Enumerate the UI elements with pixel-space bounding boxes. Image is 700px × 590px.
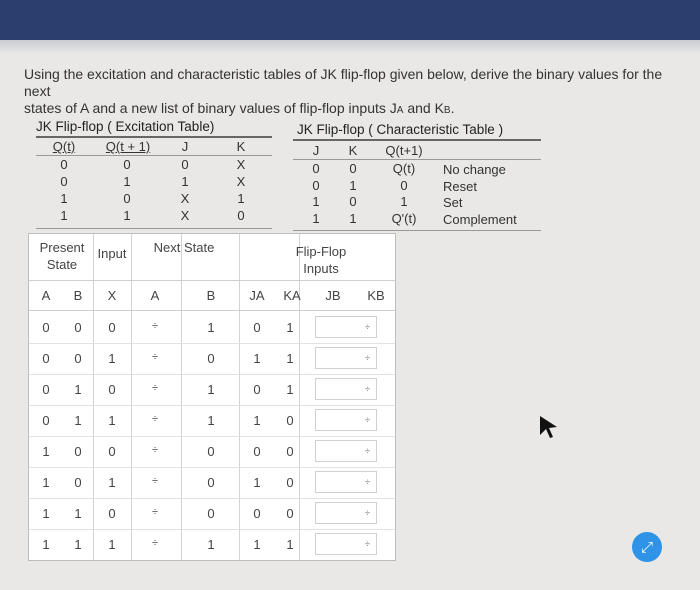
next-a-dropdown[interactable]: ÷ [151,413,159,425]
next-a-dropdown[interactable]: ÷ [151,444,159,456]
kb-dropdown[interactable]: ÷ [315,378,377,400]
cell-ka: 0 [286,475,294,490]
kb-dropdown[interactable]: ÷ [315,440,377,462]
cell-ja: 1 [253,351,261,366]
cell-input-x: 0 [108,382,116,397]
top-bar [0,0,700,40]
exc-cell: 1 [181,174,189,189]
cell-present-b: 0 [74,444,82,459]
grid-rule [29,280,395,281]
grid-row-rule [29,467,395,468]
cell-ja: 0 [253,320,261,335]
cell-present-b: 0 [74,351,82,366]
char-cell: 0 [312,161,320,176]
exc-cell: 0 [181,157,189,172]
char-cell: Q'(t) [391,210,417,226]
char-hdr-j: J [312,143,320,158]
excitation-table-title: JK Flip-flop ( Excitation Table) [36,119,215,134]
char-cell: 1 [312,210,320,226]
grid-divider [93,234,94,560]
cell-ja: 1 [253,413,261,428]
cell-input-x: 0 [108,506,116,521]
cell-input-x: 1 [108,475,116,490]
grid-row-rule [29,374,395,375]
excitation-top-rule [36,136,272,138]
cell-present-a: 1 [42,506,50,521]
char-description: Set [443,195,463,210]
grid-divider [239,234,240,560]
characteristic-header-rule [293,159,541,160]
cell-present-a: 0 [42,320,50,335]
grid-rule [29,310,395,311]
hdr-input: Input [97,246,127,261]
cell-input-x: 0 [108,444,116,459]
kb-dropdown[interactable]: ÷ [315,409,377,431]
exc-cell: 1 [237,191,245,206]
next-a-dropdown[interactable]: ÷ [151,506,159,518]
cell-next-b: 1 [207,413,215,428]
question-and: and K [403,100,444,116]
grid-row-rule [29,436,395,437]
cell-present-b: 1 [74,382,82,397]
cell-present-b: 1 [74,537,82,552]
char-cell: 0 [312,177,320,193]
cell-ka: 1 [286,320,294,335]
excitation-bottom-rule [36,228,272,229]
char-hdr-qt1: Q(t+1) [385,143,423,158]
excitation-header-rule [36,155,272,156]
char-cell: 1 [349,177,357,193]
exc-hdr-k: K [236,139,246,154]
characteristic-top-rule [293,139,541,141]
sub-b: B [443,105,451,116]
cell-input-x: 1 [108,413,116,428]
cell-present-b: 1 [74,413,82,428]
grid-col-label: X [107,288,117,303]
grid-col-label: B [206,288,216,303]
grid-col-label: A [150,288,160,303]
cell-present-a: 1 [42,444,50,459]
characteristic-table-title: JK Flip-flop ( Characteristic Table ) [297,122,504,137]
cell-next-b: 0 [207,351,215,366]
cell-input-x: 0 [108,320,116,335]
grid-row-rule [29,529,395,530]
kb-dropdown[interactable]: ÷ [315,316,377,338]
exc-hdr-qt1: Q(t + 1) [105,139,151,154]
cell-present-a: 1 [42,475,50,490]
expand-icon[interactable] [632,532,662,562]
next-a-dropdown[interactable]: ÷ [151,537,159,549]
cell-next-b: 0 [207,506,215,521]
cell-present-b: 0 [74,320,82,335]
grid-row-rule [29,405,395,406]
exc-hdr-j: J [181,139,189,154]
cell-ka: 1 [286,382,294,397]
top-bar-shadow [0,40,700,54]
cell-input-x: 1 [108,351,116,366]
exc-cell: X [180,208,190,223]
next-a-dropdown[interactable]: ÷ [151,475,159,487]
grid-col-label: KA [283,288,301,303]
char-cell: 1 [312,194,320,209]
cell-present-a: 0 [42,382,50,397]
exc-cell: 0 [60,157,68,172]
cell-next-b: 0 [207,475,215,490]
char-cell: 0 [349,194,357,209]
mouse-cursor-icon [539,415,559,444]
cell-next-b: 0 [207,444,215,459]
hdr-next-state: Next State [153,240,215,255]
grid-col-label: JA [249,288,265,303]
char-description: Complement [443,211,517,227]
exc-cell: 0 [123,191,131,206]
expand-glyph: ⤢ [640,538,653,556]
cell-input-x: 1 [108,537,116,552]
exc-cell: X [236,174,246,189]
char-cell: 0 [349,161,357,176]
next-a-dropdown[interactable]: ÷ [151,320,159,332]
exc-cell: X [236,157,246,172]
characteristic-bottom-rule [293,230,541,231]
exc-hdr-qt: Q(t) [52,139,76,154]
exc-cell: 0 [123,157,131,172]
cell-ja: 0 [253,506,261,521]
char-description: Reset [443,178,477,194]
next-a-dropdown[interactable]: ÷ [151,351,159,363]
char-cell: 1 [400,194,408,209]
cell-present-b: 0 [74,475,82,490]
exc-cell: 1 [60,191,68,206]
cell-next-b: 1 [207,382,215,397]
question-text [24,66,692,119]
kb-dropdown[interactable]: ÷ [315,347,377,369]
cell-ka: 0 [286,506,294,521]
cell-ka: 1 [286,537,294,552]
grid-col-label: KB [367,288,385,303]
cell-present-a: 0 [42,413,50,428]
cell-ka: 0 [286,444,294,459]
kb-dropdown[interactable]: ÷ [315,533,377,555]
cell-present-b: 1 [74,506,82,521]
exc-cell: 1 [123,174,131,189]
exc-cell: X [180,191,190,206]
exc-cell: 0 [237,208,245,223]
question-line-2: states of A and a new list of binary values of flip-flop inputs J [24,100,397,116]
hdr-flipflop-inputs: Flip-Flop Inputs [295,244,347,276]
cell-present-a: 0 [42,351,50,366]
cell-next-b: 1 [207,320,215,335]
grid-divider [131,234,132,560]
grid-row-rule [29,343,395,344]
sub-a: A [396,105,404,116]
grid-col-label: A [41,288,51,303]
next-a-dropdown[interactable]: ÷ [151,382,159,394]
char-cell: 0 [400,177,408,193]
cell-present-a: 1 [42,537,50,552]
char-cell: 1 [349,210,357,226]
exc-cell: 1 [123,208,131,223]
kb-dropdown[interactable]: ÷ [315,471,377,493]
cell-ka: 1 [286,351,294,366]
kb-dropdown[interactable]: ÷ [315,502,377,524]
cell-ja: 0 [253,382,261,397]
char-cell: Q(t) [392,161,416,176]
exc-cell: 0 [60,174,68,189]
grid-col-label: B [73,288,83,303]
char-hdr-k: K [348,143,358,158]
question-line-1: Using the excitation and characteristic tables of JK flip-flop given below, derive the binary values for the next [24,66,663,99]
cell-ja: 1 [253,475,261,490]
cell-ka: 0 [286,413,294,428]
hdr-present-state: Present State [39,240,85,272]
state-table [28,233,396,561]
cell-next-b: 1 [207,537,215,552]
grid-row-rule [29,498,395,499]
cell-ja: 1 [253,537,261,552]
char-description: No change [443,162,506,177]
grid-col-label: JB [325,288,341,303]
grid-divider [181,234,182,560]
exc-cell: 1 [60,208,68,223]
cell-ja: 0 [253,444,261,459]
question-end: . [450,100,455,116]
